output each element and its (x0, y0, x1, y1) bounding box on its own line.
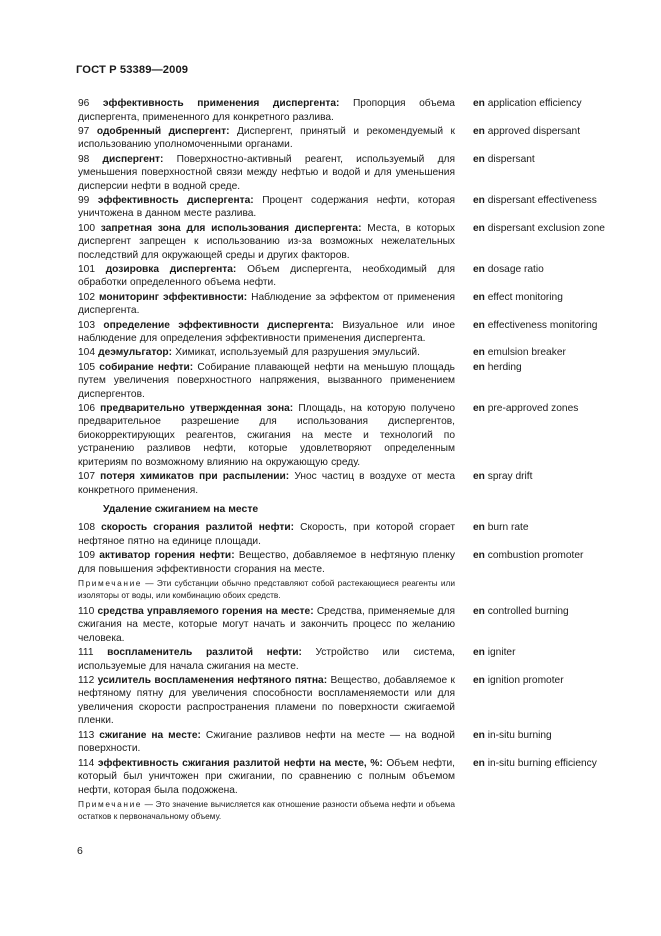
term-title: диспергент: (102, 153, 164, 165)
page-number: 6 (77, 845, 83, 857)
term-text: Места, в которых диспергент запрещен к использованию из-за возможных нежелательных последствий для окружающей среды и других факторов. (78, 222, 455, 261)
language-code: en (473, 263, 485, 275)
english-equivalent (473, 222, 605, 236)
english-term: ignition promoter (487, 674, 564, 686)
language-code: en (473, 757, 485, 769)
term-definition (78, 674, 455, 728)
term-definition (78, 222, 455, 263)
english-term: effectiveness monitoring (487, 319, 598, 331)
term-number: 97 (78, 125, 90, 137)
term-entry (78, 549, 638, 576)
document-header: ГОСТ Р 53389—2009 (76, 64, 189, 76)
english-term: application efficiency (487, 98, 582, 109)
term-text: Объем нефти, который был уничтожен при сжигании, по сравнению с полным объемом нефти, которая была подожжена. (78, 757, 456, 796)
term-title: определение эффективности диспергента: (103, 319, 334, 331)
term-text: Вещество, добавляемое к нефтяному пятну для увеличения способности воспламеняемости или для увеличения скорости распространения пламени по поверхности сжигаемой пленки. (78, 674, 455, 727)
english-term: igniter (487, 647, 516, 659)
term-number: 105 (78, 361, 95, 373)
english-equivalent (473, 346, 566, 360)
term-definition (78, 729, 455, 756)
term-text: Площадь, на которую получено предварительное разрешение для использования диспергентов, биокорректирующих реагентов, сжигания на месте и технологий по устранению разливов нефти, которые удовлетворяют определенным критериям по возможному влиянию на окружающую среду. (78, 402, 456, 468)
language-code: en (473, 153, 485, 165)
english-term: pre-approved zones (487, 402, 579, 414)
english-term: approved dispersant (487, 125, 581, 137)
term-title: воспламенитель разлитой нефти: (107, 647, 302, 659)
english-equivalent (473, 646, 515, 660)
term-number: 99 (78, 194, 90, 206)
note (78, 577, 455, 602)
term-number: 100 (78, 222, 95, 234)
term-number: 109 (78, 550, 95, 562)
english-term: dispersant exclusion zone (487, 222, 605, 234)
term-text: Средства, применяемые для сжигания на месте, которые могут начать и закончить процесс по желанию человека. (78, 605, 455, 644)
english-equivalent (473, 97, 582, 111)
term-definition (78, 470, 455, 497)
term-title: эффективность сжигания разлитой нефти на месте, %: (97, 757, 383, 769)
term-text: Скорость, при которой сгорает нефтяное пятно на единице площади. (78, 522, 455, 547)
term-entry (78, 153, 638, 194)
term-text: Объем диспергента, необходимый для обработки определенного объема нефти. (78, 263, 455, 289)
english-equivalent (473, 757, 597, 771)
term-entry (78, 291, 638, 318)
section-heading: Удаление сжиганием на месте (103, 504, 259, 516)
term-title: эффективность диспергента: (97, 194, 254, 206)
term-title: дозировка диспергента: (105, 263, 237, 275)
term-title: запретная зона для использования диспергента: (100, 222, 362, 234)
language-code: en (473, 402, 485, 414)
term-number: 112 (78, 674, 95, 686)
term-number: 108 (78, 522, 95, 534)
language-code: en (473, 729, 485, 741)
english-equivalent (473, 153, 535, 167)
term-definition (78, 125, 455, 152)
term-number: 101 (78, 263, 95, 275)
term-text: Устройство или система, используемые для начала сжигания на месте. (78, 647, 455, 672)
term-definition (78, 153, 455, 194)
english-term: controlled burning (487, 605, 569, 617)
term-definition (78, 319, 455, 346)
term-title: мониторинг эффективности: (99, 291, 248, 303)
language-code: en (473, 125, 485, 137)
term-entry (78, 757, 638, 798)
english-equivalent (473, 125, 580, 139)
term-title: деэмульгатор: (98, 347, 173, 359)
term-entry (78, 402, 638, 470)
term-number: 114 (78, 757, 95, 769)
language-code: en (473, 361, 485, 373)
term-text: Унос частиц в воздухе от места конкретного применения. (78, 471, 455, 496)
language-code: en (473, 522, 485, 534)
term-text: Химикат, используемый для разрушения эмульсий. (175, 347, 420, 359)
term-entry (78, 263, 638, 290)
term-number: 102 (78, 291, 95, 303)
term-definition (78, 402, 455, 470)
term-number: 107 (78, 471, 95, 483)
term-title: средства управляемого горения на месте: (97, 605, 314, 617)
note-text: — Это значение вычисляется как отношение разности объема нефти и объема остатков к первоначальному объему. (78, 799, 455, 822)
term-text: Собирание плавающей нефти на меньшую площадь путем увеличения поверхностного напряжения, вызванного применением диспергентов. (78, 361, 455, 400)
term-entry (78, 97, 638, 124)
terms-group (78, 521, 638, 576)
term-entry (78, 521, 638, 548)
term-entry (78, 605, 638, 646)
english-equivalent (473, 549, 583, 563)
term-definition (78, 521, 455, 548)
term-text: Пропорция объема диспергента, примененного для конкретного разлива. (78, 98, 455, 123)
term-entry (78, 361, 638, 402)
language-code: en (473, 194, 485, 206)
note-text: — Эти субстанции обычно представляют собой растекающиеся реагенты или изоляторы от воды, или комбинацию обоих средств. (78, 578, 455, 601)
term-title: активатор горения нефти: (99, 550, 235, 562)
language-code: en (473, 647, 485, 659)
terms-group (78, 97, 638, 497)
term-number: 106 (78, 402, 95, 414)
term-number: 98 (78, 153, 90, 165)
term-definition (78, 646, 455, 673)
term-definition (78, 361, 455, 402)
term-entry (78, 194, 638, 221)
english-equivalent (473, 361, 522, 375)
term-title: предварительно утвержденная зона: (100, 402, 294, 414)
language-code: en (473, 319, 485, 331)
english-term: in-situ burning (487, 729, 552, 741)
term-definition (78, 346, 455, 360)
language-code: en (473, 291, 485, 303)
term-definition (78, 757, 455, 798)
language-code: en (473, 222, 485, 234)
term-title: усилитель воспламенения нефтяного пятна: (97, 674, 328, 686)
term-text: Диспергент, принятый и рекомендуемый к использованию уполномоченными органами. (78, 125, 455, 151)
english-term: emulsion breaker (487, 347, 566, 359)
language-code: en (473, 98, 485, 109)
term-number: 113 (78, 729, 95, 741)
english-term: herding (487, 361, 522, 373)
term-definition (78, 97, 455, 124)
term-number: 111 (78, 647, 94, 659)
term-title: сжигание на месте: (99, 729, 201, 741)
language-code: en (473, 605, 485, 617)
term-text: Процент содержания нефти, которая уничтожена в данном месте разлива. (78, 194, 455, 220)
english-term: dispersant effectiveness (487, 194, 597, 206)
term-entry (78, 125, 638, 152)
english-equivalent (473, 605, 569, 619)
english-term: dispersant (487, 153, 535, 165)
language-code: en (473, 471, 485, 483)
note (78, 798, 455, 823)
language-code: en (473, 550, 485, 562)
term-definition (78, 605, 455, 646)
term-text: Вещество, добавляемое в нефтяную пленку для повышения эффективности сгорания на месте. (78, 550, 455, 575)
english-equivalent (473, 291, 563, 305)
term-number: 110 (78, 605, 95, 617)
english-term: combustion promoter (487, 550, 584, 562)
term-text: Визуальное или иное наблюдение для определения эффективности применения диспергента. (78, 319, 455, 345)
term-entry (78, 646, 638, 673)
language-code: en (473, 347, 485, 359)
term-entry (78, 674, 638, 728)
english-equivalent (473, 470, 532, 484)
english-equivalent (473, 521, 529, 535)
term-text: Наблюдение за эффектом от применения диспергента. (78, 291, 455, 317)
terms-group (78, 605, 638, 797)
english-term: dosage ratio (487, 263, 544, 275)
term-number: 103 (78, 319, 95, 331)
english-equivalent (473, 263, 544, 277)
english-term: in-situ burning efficiency (487, 757, 597, 769)
term-title: эффективность применения диспергента: (102, 98, 340, 109)
term-number: 96 (78, 98, 90, 109)
term-definition (78, 549, 455, 576)
term-entry (78, 319, 638, 346)
english-term: effect monitoring (487, 291, 563, 303)
term-definition (78, 291, 455, 318)
note-label: Примечание (78, 578, 143, 589)
term-title: собирание нефти: (99, 361, 194, 373)
term-title: потеря химикатов при распылении: (100, 471, 290, 483)
english-term: spray drift (487, 471, 533, 483)
term-entry (78, 346, 638, 360)
term-title: одобренный диспергент: (96, 125, 230, 137)
english-equivalent (473, 319, 597, 333)
term-text: Поверхностно-активный реагент, используемый для уменьшения поверхностной связи между нефтью и водой и для уменьшения дисперсии нефти в водной среде. (78, 153, 455, 192)
note-label: Примечание (78, 799, 143, 810)
term-title: скорость сгорания разлитой нефти: (101, 522, 295, 534)
terms-content (78, 97, 638, 826)
language-code: en (473, 674, 485, 686)
english-term: burn rate (487, 522, 529, 534)
english-equivalent (473, 729, 552, 743)
term-definition (78, 194, 455, 221)
term-entry (78, 222, 638, 263)
english-equivalent (473, 194, 597, 208)
term-entry (78, 729, 638, 756)
english-equivalent (473, 674, 564, 688)
term-entry (78, 470, 638, 497)
term-number: 104 (78, 347, 95, 359)
term-definition (78, 263, 455, 290)
english-equivalent (473, 402, 578, 416)
term-text: Сжигание разливов нефти на месте — на водной поверхности. (78, 729, 455, 755)
